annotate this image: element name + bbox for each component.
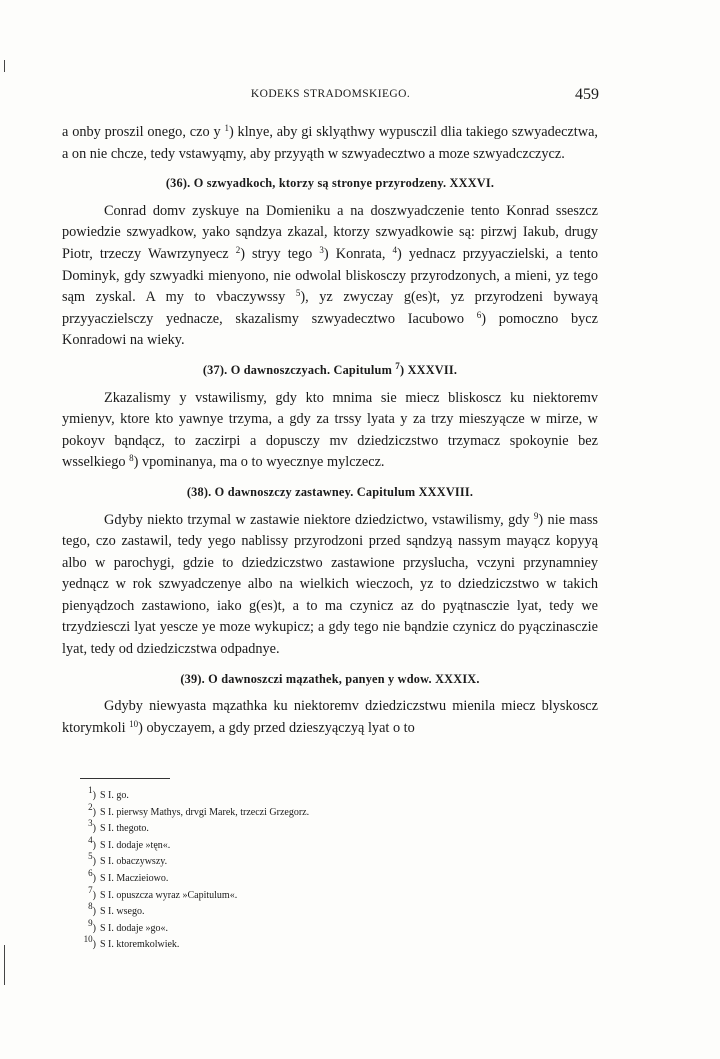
footnote: $^{10}$) S I. ktoremkolwiek. (83, 934, 180, 951)
section-heading-39: (39). O dawnoszczi mązathek, panyen y wdow. XXXIX. (180, 671, 480, 686)
footnote: $^3$) S I. thegoto. (88, 818, 149, 835)
paragraph-36: Conrad domv zyskuye na Domieniku a na doszwyadczenie tento Konrad sseszcz powiedzie szwyadkow, yako sąndzya zkazal, ktorzy szwyadkowie są: pirzwj Iakub, drugy Piotr, trzeczy Wawrzynyecz $^2$) stryy tego $^3$) Konrata, $^4$) yednacz przyyaczielski, a tento Dominyk, gdy szwyadki mienyono, nie odwolal bliskosczy przyrodzonych, a mieni, yz tego sąm zyskal. A my to vbaczywssy $^5$), yz zwyczay g(es)t, yz przyrodzeni bywayą przyyaczielsczy yednacze, skazalismy szwyadecztwo Iacubowo $^6$) pomoczno bycz Konradowi na wieky. (62, 202, 598, 349)
footnote: $^8$) S I. wsego. (88, 901, 145, 918)
footnote: $^4$) S I. dodaje »tęn«. (88, 834, 171, 851)
footnote-ref: 7 (395, 360, 400, 371)
running-head (62, 86, 599, 106)
section-heading-38: (38). O dawnoszczy zastawney. Capitulum XXXVIII. (186, 484, 474, 499)
footnote-ref: 5 (295, 288, 301, 299)
footnotes (80, 785, 600, 954)
footnote: $^9$) S I. dodaje »go«. (88, 917, 169, 934)
footnote: $^6$) S I. Maczieiowo. (88, 867, 169, 884)
footnote-ref: 2 (235, 244, 241, 255)
footnote-ref: 1 (224, 123, 229, 133)
paragraph-continuation: a onby proszil onego, czo y $^1$) klnye, aby gi sklyąthwy wypusczil dlia takiego szwyadecztwa, a on nie chcze, tedy vstawyąmy, aby przyyąth w szwyadecztwo a moze szwyadczczycz. (62, 123, 598, 162)
paragraph-39: Gdyby niewyasta mązathka ku niektoremv dziedziczstwu mienila miecz blyskoscz ktorymkoli $^{10}$) obyczayem, a gdy przed dzieszyączyą lyat o to (62, 698, 598, 736)
footnote-ref: 9 (533, 510, 539, 521)
section-heading-37: (37). O dawnoszczyach. Capitulum $^7$) XXXVII. (202, 360, 458, 377)
footnote-divider (80, 778, 170, 779)
paragraph-38: Gdyby niekto trzymal w zastawie niektore dziedzictwo, vstawilismy, gdy $^9$) nie mass tego, czo zastawil, tedy yego nablissy przyrodzoni przed sąndzyą nassym mayącz kopyyą albo w parochygi, gdzie to dziedziczstwo zastawione przyslucha, vczyni przynamniey yednącz w rok szwyadczenye albo na wielkich wieczoch, yz to dziedziczstwo w takich pienyądzoch zastawiono, iako g(es)t, a to ma czynicz az do pyątnasczie lyat, tedy we trzydziesczi lyat yescze ye moze wykupicz; a gdy tego nie bąndzie czynicz do pyączinasczie lyat, tedy od dziedziczstwa odpadnye. (62, 510, 598, 658)
footnote: $^1$) S I. go. (88, 785, 129, 801)
footnote-ref: 4 (392, 244, 397, 255)
scan-edge-mark (4, 945, 5, 985)
section-heading-36: (36). O szwyadkoch, ktorzy są stronye przyrodzeny. XXXVI. (165, 176, 495, 191)
running-title: KODEKS STRADOMSKIEGO. (250, 88, 411, 100)
footnote-ref: 10 (129, 718, 139, 729)
footnote-ref: 6 (476, 309, 482, 320)
scan-edge-mark (4, 60, 5, 72)
footnote-ref: 3 (319, 244, 324, 255)
body-text (62, 122, 598, 739)
footnote: $^7$) S I. opuszcza wyraz »Capitulum«. (88, 884, 238, 901)
footnote: $^2$) S I. pierwsy Mathys, drvgi Marek, trzeczi Grzegorz. (88, 801, 310, 818)
paragraph-37: Zkazalismy y vstawilismy, gdy kto mnima sie miecz bliskoscz ku niektoremv ymienyv, ktore kto yawnye trzyma, a gdy za trssy lyata y za trzy mieszyącze w mirze, w pokoyv bąndącz, to zaczirpi a dopusczy mv dziedziczstwo trzymacz spokoynie bez wsselkiego $^8$) vpominanya, ma o to wyecznye mylczecz. (62, 389, 598, 471)
page-number: 459 (575, 86, 599, 103)
footnote: $^5$) S I. obaczywszy. (88, 851, 168, 868)
footnote-ref: 8 (129, 453, 134, 464)
